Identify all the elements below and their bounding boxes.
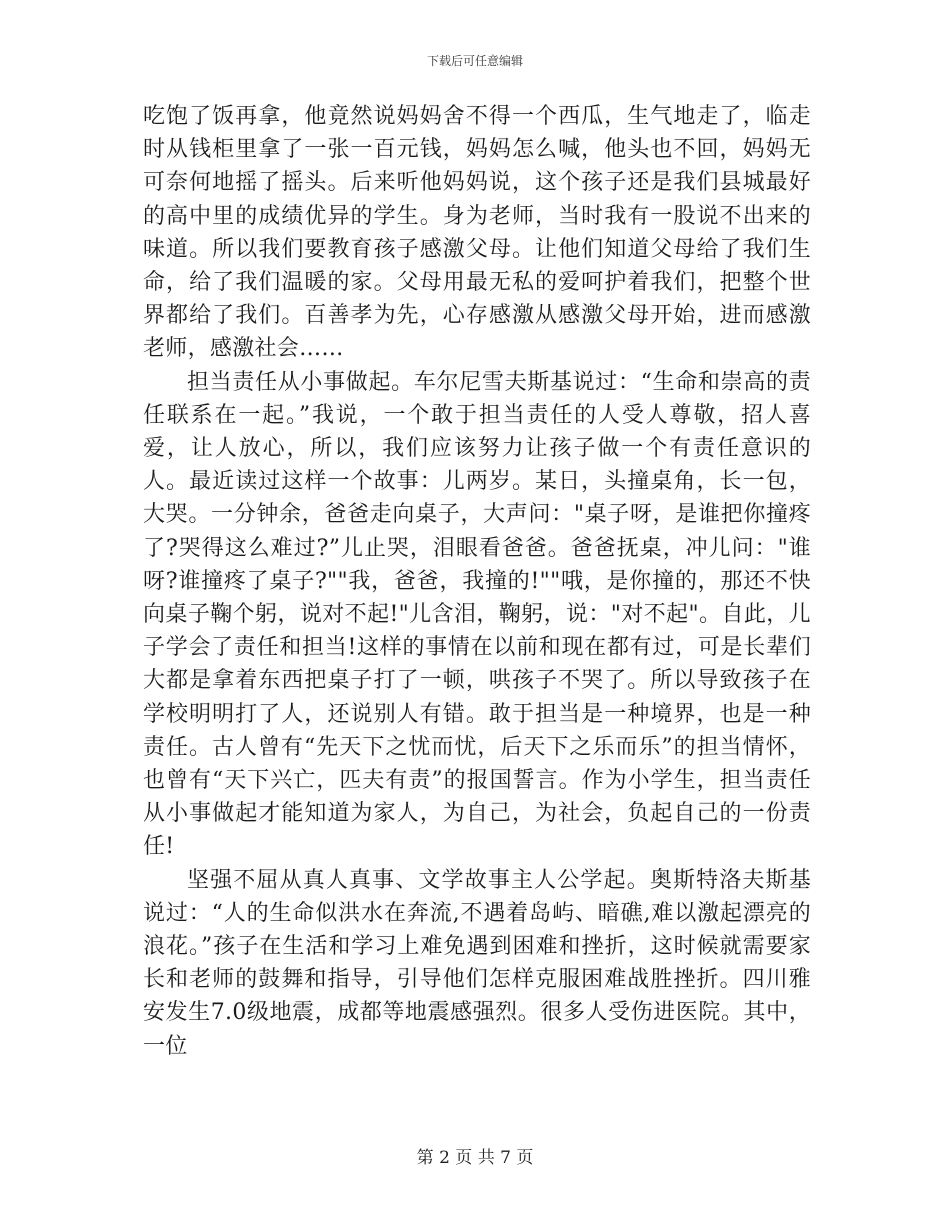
page-header-note: 下载后可任意编辑 <box>426 54 523 68</box>
paragraph-perseverance: 坚强不屈从真人真事、文学故事主人公学起。奥斯特洛夫斯基说过：“人的生命似洪水在奔流,不遇着岛屿、暗礁,难以激起漂亮的浪花。”孩子在生活和学习上难免遇到困难和挫折，这时候就需要家长和老师的鼓舞和指导，引导他们怎样克服困难战胜挫折。四川雅安发生7.0级地震，成都等地震感强烈。很多人受伤进医院。其中，一位 <box>143 867 811 1059</box>
document-body <box>143 100 811 1063</box>
paragraph-responsibility: 担当责任从小事做起。车尔尼雪夫斯基说过：“生命和崇高的责任联系在一起。”我说，一个敢于担当责任的人受人尊敬，招人喜爱，让人放心，所以，我们应该努力让孩子做一个有责任意识的人。最近读过这样一个故事：儿两岁。某日，头撞桌角，长一包，大哭。一分钟余，爸爸走向桌子，大声问："桌子呀，是谁把你撞疼了?哭得这么难过?”儿止哭，泪眼看爸爸。爸爸抚桌，冲儿问："谁呀?谁撞疼了桌子?""我，爸爸，我撞的!""哦，是你撞的，那还不快向桌子鞠个躬，说对不起!"儿含泪，鞠躬，说："对不起"。自此，儿子学会了责任和担当!这样的事情在以前和现在都有过，可是长辈们大都是拿着东西把桌子打了一顿，哄孩子不哭了。所以导致孩子在学校明明打了人，还说别人有错。敢于担当是一种境界，也是一种责任。古人曾有“先天下之忧而忧，后天下之乐而乐”的担当情怀，也曾有“天下兴亡，匹夫有责”的报国誓言。作为小学生，担当责任从小事做起才能知道为家人，为自己，为社会，负起自己的一份责任! <box>143 369 811 860</box>
page-number-footer: 第 2 页 共 7 页 <box>416 1148 534 1168</box>
paragraph-gratitude-continued: 吃饱了饭再拿，他竟然说妈妈舍不得一个西瓜，生气地走了，临走时从钱柜里拿了一张一百元钱，妈妈怎么喊，他头也不回，妈妈无可奈何地摇了摇头。后来听他妈妈说，这个孩子还是我们县城最好的高中里的成绩优异的学生。身为老师，当时我有一股说不出来的味道。所以我们要教育孩子感激父母。让他们知道父母给了我们生命，给了我们温暖的家。父母用最无私的爱呵护着我们，把整个世界都给了我们。百善孝为先，心存感激从感激父母开始，进而感激老师，感激社会…… <box>143 104 811 362</box>
